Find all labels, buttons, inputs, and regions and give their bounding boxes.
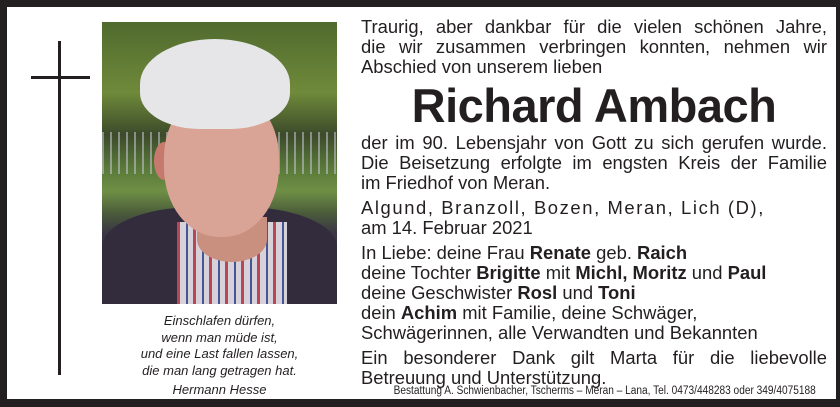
mourner-name: Raich xyxy=(637,242,688,263)
text: In Liebe: deine Frau xyxy=(361,242,530,263)
thanks-line: Ein besonderer Dank gilt Marta für die liebevolle xyxy=(361,347,827,368)
cross-icon xyxy=(58,41,61,375)
text: und xyxy=(686,262,728,283)
death-line: der im 90. Lebensjahr von Gott zu sich gerufen wurde. xyxy=(361,132,827,153)
deceased-name: Richard Ambach xyxy=(411,79,777,132)
obituary-card xyxy=(7,7,836,399)
mourner-name: Michl, Moritz xyxy=(575,262,687,283)
text: dein xyxy=(361,302,401,323)
mourner-name: Brigitte xyxy=(476,262,541,283)
quote-line: wenn man müde ist, xyxy=(161,329,278,345)
text: mit xyxy=(540,262,576,283)
text: und xyxy=(557,282,599,303)
quote-line: Einschlafen dürfen, xyxy=(163,313,276,328)
text: deine Geschwister xyxy=(361,282,518,303)
quote-line: und eine Last fallen lassen, xyxy=(140,346,299,361)
mourner-line xyxy=(361,283,827,303)
quote-line: die man lang getragen hat. xyxy=(142,362,297,378)
intro-line: Abschied von unserem lieben xyxy=(361,56,603,77)
death-line: Die Beisetzung erfolgte im engsten Kreis der Familie xyxy=(361,152,827,173)
mourner-name: Rosl xyxy=(517,282,558,303)
portrait-photo xyxy=(102,22,337,304)
quote-author: Hermann Hesse xyxy=(172,382,267,397)
text: geb. xyxy=(591,242,638,263)
notice-text xyxy=(361,17,827,388)
thanks-line: Betreuung und Unterstützung. xyxy=(361,367,607,388)
intro-line: die wir zusammen verbringen konnten, nehmen wir xyxy=(361,36,827,57)
mourner-line xyxy=(361,263,827,283)
mourner-line: Schwägerinnen, alle Verwandten und Bekannten xyxy=(361,322,758,343)
death-line: im Friedhof von Meran. xyxy=(361,172,551,193)
date: am 14. Februar 2021 xyxy=(361,217,533,238)
funeral-home-footer: Bestattung A. Schwienbacher, Tscherms – Meran – Lana, Tel. 0473/448283 oder 349/4075188 xyxy=(393,385,816,397)
memorial-quote xyxy=(102,313,337,399)
mourner-name: Renate xyxy=(529,242,592,263)
text: deine Tochter xyxy=(361,262,477,283)
photo-hair xyxy=(140,39,290,129)
intro-line: Traurig, aber dankbar für die vielen schönen Jahre, xyxy=(361,16,827,37)
mourner-name: Paul xyxy=(727,262,767,283)
cross-icon-bar xyxy=(31,76,90,79)
mourner-name: Toni xyxy=(598,282,636,303)
mourner-line xyxy=(361,243,827,263)
mourner-line xyxy=(361,303,827,323)
text: mit Familie, deine Schwäger, xyxy=(457,302,698,323)
places: Algund, Branzoll, Bozen, Meran, Lich (D), xyxy=(361,197,765,218)
mourner-name: Achim xyxy=(400,302,458,323)
